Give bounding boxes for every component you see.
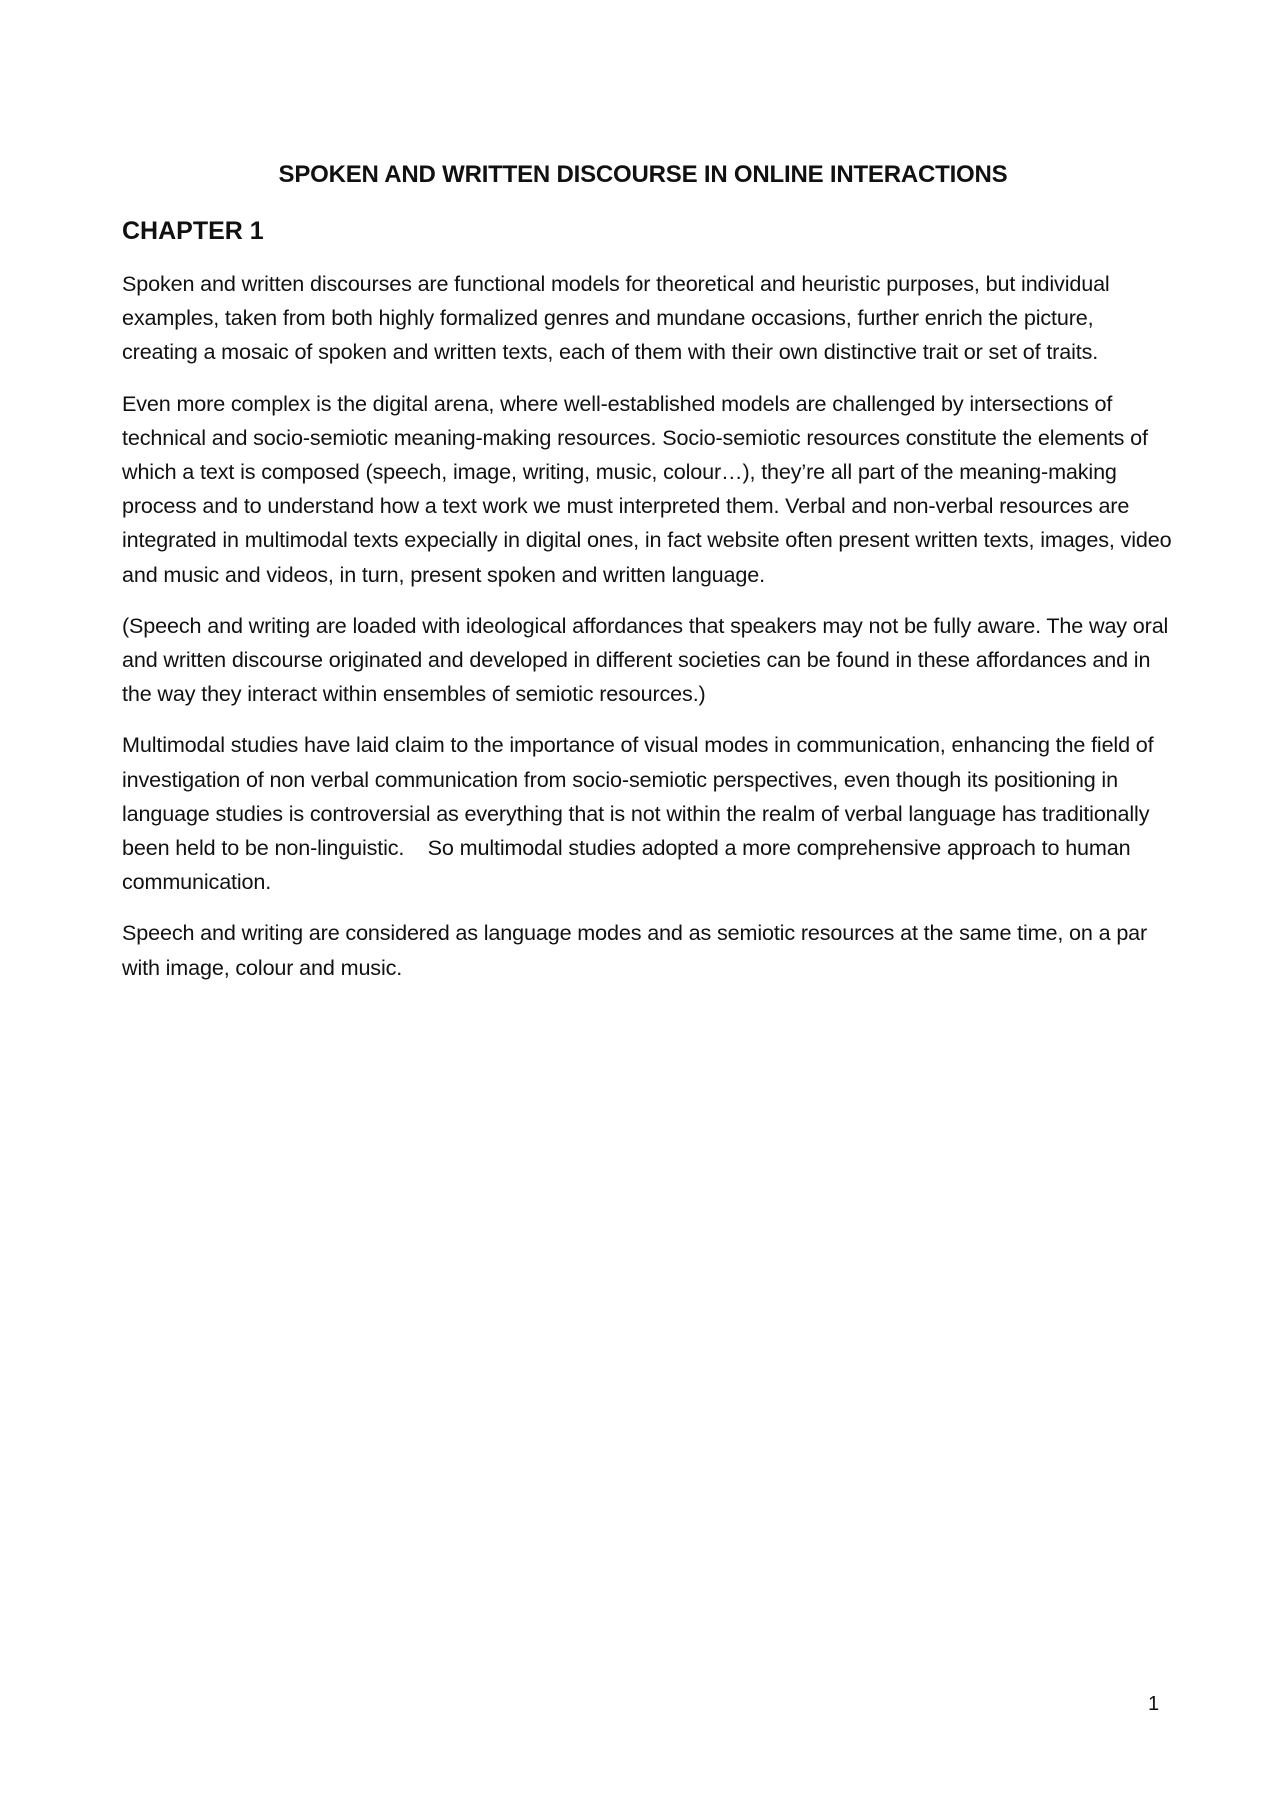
document-body [122, 267, 1172, 1002]
document-title: SPOKEN AND WRITTEN DISCOURSE IN ONLINE INTERACTIONS [278, 161, 1008, 188]
paragraph-1: Spoken and written discourses are functional models for theoretical and heuristic purposes, but individual examples, taken from both highly formalized genres and mundane occasions, further enrich the picture, creating a mosaic of spoken and written texts, each of them with their own distinctive trait or set of traits. [122, 271, 1110, 365]
paragraph-4: Multimodal studies have laid claim to the importance of visual modes in communication, enhancing the field of investigation of non verbal communication from socio-semiotic perspectives, even though its positioning in language studies is controversial as everything that is not within the realm of verbal language has traditionally been held to be non-linguistic. So multimodal studies adopted a more comprehensive approach to human communication. [122, 732, 1160, 895]
paragraph-3: (Speech and writing are loaded with ideological affordances that speakers may not be fully aware. The way oral and written discourse originated and developed in different societies can be found in these affordances and in the way they interact within ensembles of semiotic resources.) [122, 612, 1169, 707]
page-number: 1 [1148, 1693, 1160, 1715]
paragraph-2: Even more complex is the digital arena, where well-established models are challenged by intersections of technical and socio-semiotic meaning-making resources. Socio-semiotic resources constitute the elements of which a text is composed (speech, image, writing, music, colour…), they’re all part of the meaning-making process and to understand how a text work we must interpreted them. Verbal and non-verbal resources are integrated in multimodal texts expecially in digital ones, in fact website often present written texts, images, video and music and videos, in turn, present spoken and written language. [122, 390, 1172, 587]
paragraph-5: Speech and writing are considered as language modes and as semiotic resources at the same time, on a par with image, colour and music. [122, 920, 1148, 980]
chapter-heading: CHAPTER 1 [122, 217, 264, 245]
